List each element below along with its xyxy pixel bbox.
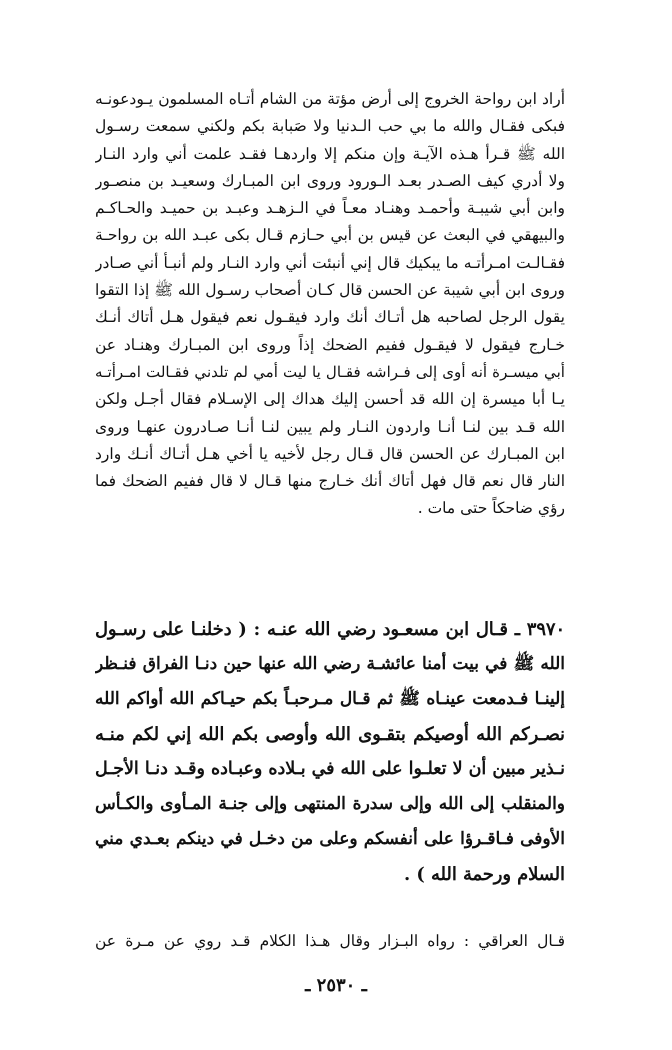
text-line: رؤي ضاحكاً حتى مات . xyxy=(417,499,565,518)
text-line: ابن المبـارك عن الحسن قال قـال رجل لأخيه يا أخي هـل أتـاك أنـك وارد xyxy=(95,444,565,463)
text-line: النار قال نعم قال فهل أتاك أنك خـارج منها قـال لا قال ففيم الضحك فما xyxy=(95,472,565,491)
closing-text xyxy=(95,928,565,955)
text-line: الله قـد بين لنـا أنـا واردون النـار ولم يبين لنـا أنـا صـادرون عنهـا وروى xyxy=(95,417,565,436)
text-line: قـال العراقي : رواه البـزار وقال هـذا الكلام قـد روي عن مـرة عن xyxy=(95,932,565,950)
text-line: ولا أدري كيف الصـدر بعـد الـورود وروى ابن المبـارك وسعيـد بن منصـور xyxy=(95,171,565,190)
text-line: فبكى فقـال والله ما بي حب الـدنيا ولا صَبابة بكم ولكني سمعت رسـول xyxy=(95,117,565,136)
text-line: وروى ابن أبي شيبة عن الحسن قال كـان أصحاب رسـول الله ﷺ إذا التقوا xyxy=(95,281,565,300)
text-line: الله ﷺ قـرأ هـذه الآيـة وإن منكم إلا واردهـا فقـد علمت أني وارد النـار xyxy=(95,144,565,163)
hadith-line: ٣٩٧٠ ـ قـال ابن مسعـود رضي الله عنـه : ( دخلنـا على رسـول xyxy=(95,619,565,640)
text-line: يـا أبا ميسرة إن الله قد أحسن إليك هداك إلى الإسـلام فقال أجـل ولكن xyxy=(95,390,565,409)
text-line: فقـالـت امـرأتـه ما يبكيك قال إني أنبئت أني وارد النـار ولم أنبـأ أني صـادر xyxy=(95,253,565,272)
hadith-line: الله ﷺ في بيت أمنا عائشـة رضي الله عنها حين دنـا الفراق فنـظر xyxy=(95,654,565,674)
text-line: والبيهقي في البعث عن قيس بن أبي حـازم قـال بكى عبـد الله بن رواحـة xyxy=(95,226,565,245)
commentary-text xyxy=(95,86,565,523)
text-line: أراد ابن رواحة الخروج إلى أرض مؤتة من الشام أتـاه المسلمون يـودعونـه xyxy=(95,90,565,108)
text-line: أبي ميسـرة أنه أوى إلى فـراشه فقـال يا ليت أمي لم تلدني فقـالت امـرأتـه xyxy=(95,362,565,381)
hadith-line: إلينـا فـدمعت عينـاه ﷺ ثم قـال مـرحبـاً بكم حيـاكم الله أواكم الله xyxy=(95,689,565,709)
hadith-line: السلام ورحمة الله ) . xyxy=(404,864,565,885)
text-line: خـارج فيقول لا فيقـول ففيم الضحك إذاً وروى ابن المبـارك وهنـاد عن xyxy=(95,335,565,354)
hadith-line: نصـركم الله أوصيكم بتقـوى الله وأوصى بكم الله إني لكم منـه xyxy=(95,724,565,745)
text-line: يقول الرجل لصاحبه هل أتـاك أنك وارد فيقـول نعم فيقول هـل أتاك أنـك xyxy=(95,308,565,327)
hadith-line: نـذير مبين أن لا تعلـوا على الله في بـلاده وعبـاده وقـد دنـا الأجـل xyxy=(95,759,565,779)
hadith-text xyxy=(95,612,565,892)
page-number: ـ ٢٥٣٠ ـ xyxy=(305,975,367,996)
text-line: وابن أبي شيبـة وأحمـد وهنـاد معـاً في الـزهـد وعبـد بن حميـد والحـاكـم xyxy=(95,199,565,218)
hadith-line: والمنقلب إلى الله وإلى سدرة المنتهى وإلى جنـة المـأوى والكـأس xyxy=(95,794,565,814)
hadith-line: الأوفى فـاقـرؤا على أنفسكم وعلى من دخـل في دينكم بعـدي مني xyxy=(95,829,565,849)
